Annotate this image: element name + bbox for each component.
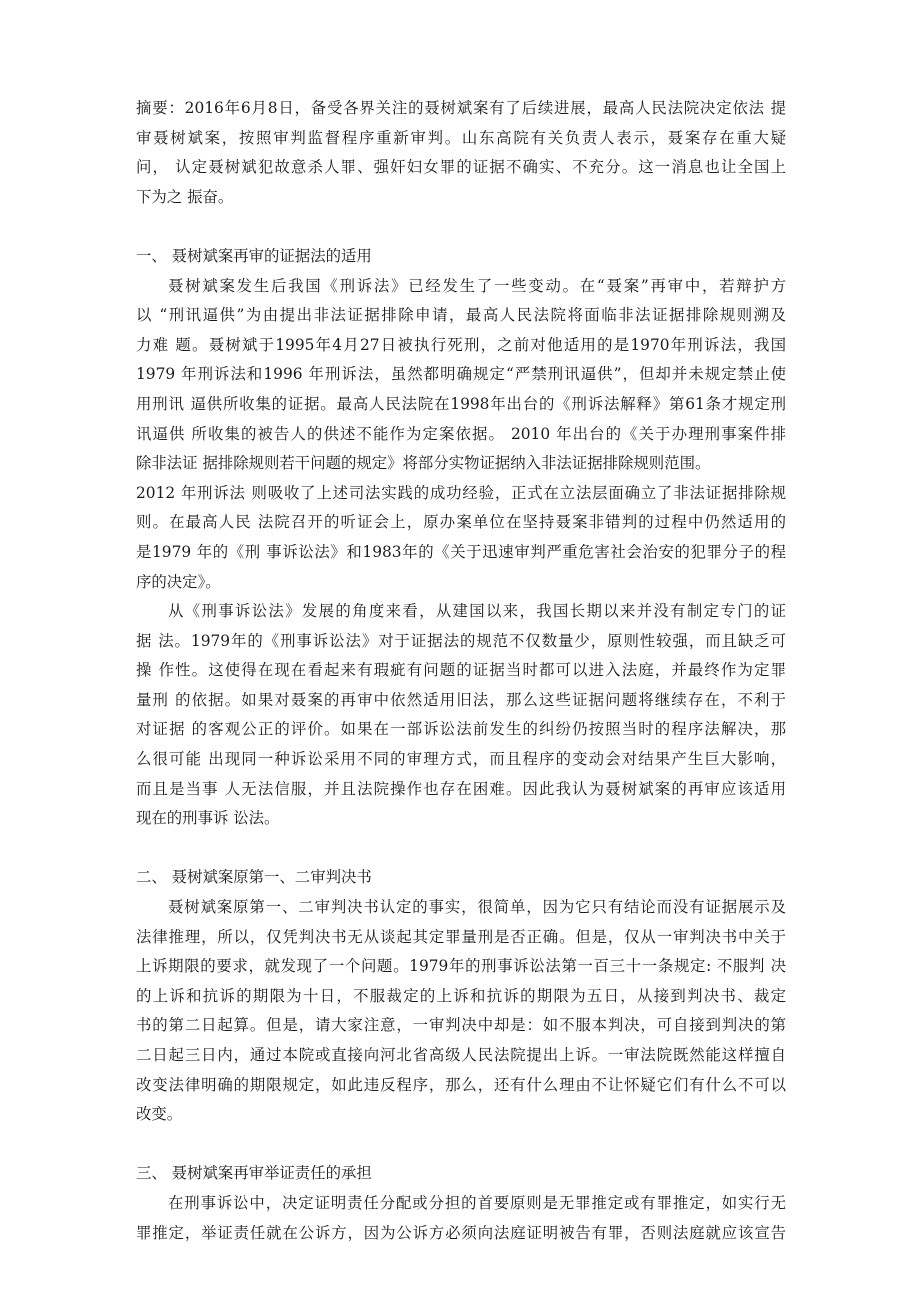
text-line: 问， 认定聂树斌犯故意杀人罪、强奸妇女罪的证据不确实、不充分。这一消息也让全国上 — [136, 158, 786, 177]
text-line: 讯逼供 所收集的被告人的供述不能作为定案依据。 2010 年出台的《关于办理刑事案件排 — [136, 424, 786, 443]
text-line: 么很可能 出现同一种诉讼采用不同的审理方式，而且程序的变动会对结果产生巨大影响， — [136, 750, 786, 769]
text-line: 的上诉和抗诉的期限为十日，不服裁定的上诉和抗诉的期限为五日，从接到判决书、裁定 — [136, 986, 786, 1005]
text-line: 罪推定，举证责任就在公诉方，因为公诉方必须向法庭证明被告有罪，否则法庭就应该宣告 — [136, 1223, 786, 1242]
section-heading-3: 三、 聂树斌案再审举证责任的承担 — [136, 1164, 372, 1183]
abstract-paragraph — [136, 94, 786, 212]
text-line: 改变法律明确的期限规定，如此违反程序，那么，还有什么理由不让怀疑它们有什么不可以 — [136, 1075, 786, 1094]
text-line: 聂树斌案发生后我国《刑诉法》已经发生了一些变动。在“聂案”再审中，若辩护方 — [168, 276, 786, 295]
text-line: 操 作性。这使得在现在看起来有瑕疵有问题的证据当时都可以进入法庭，并最终作为定罪 — [136, 661, 786, 680]
section-heading-1: 一、 聂树斌案再审的证据法的适用 — [136, 246, 372, 265]
text-line: 力难 题。聂树斌于1995年4月27日被执行死刑，之前对他适用的是1970年刑诉法，我国 — [136, 335, 786, 354]
section3-paragraph-1 — [136, 1189, 786, 1248]
text-line: 除非法证 据排除规则若干问题的规定》将部分实物证据纳入非法证据排除规则范围。 — [136, 454, 711, 473]
text-line: 在刑事诉讼中，决定证明责任分配或分担的首要原则是无罪推定或有罪推定，如实行无 — [168, 1193, 786, 1212]
section1-paragraph-1 — [136, 272, 786, 598]
text-line: 2012 年刑诉法 则吸收了上述司法实践的成功经验，正式在立法层面确立了非法证据排除规 — [136, 483, 786, 502]
text-line: 上诉期限的要求，就发现了一个问题。1979年的刑事诉讼法第一百三十一条规定: 不服判 决 — [136, 957, 786, 976]
text-line: 书的第二日起算。但是，请大家注意，一审判决中却是：如不服本判决，可自接到判决的第 — [136, 1016, 786, 1035]
text-line: 而且是当事 人无法信服，并且法院操作也存在困难。因此我认为聂树斌案的再审应该适用 — [136, 779, 786, 798]
text-line: 审聂树斌案，按照审判监督程序重新审判。山东高院有关负责人表示，聂案存在重大疑 — [136, 128, 786, 147]
text-line: 序的决定》。 — [136, 572, 221, 591]
text-line: 对证据 的客观公正的评价。如果在一部诉讼法前发生的纠纷仍按照当时的程序法解决，那 — [136, 720, 786, 739]
paragraph-gap — [136, 834, 786, 864]
text-line: 则。在最高人民 法院召开的听证会上，原办案单位在坚持聂案非错判的过程中仍然适用的 — [136, 513, 786, 532]
text-line: 摘要：2016年6月8日，备受各界关注的聂树斌案有了后续进展，最高人民法院决定依法 提 — [136, 99, 786, 117]
text-line: 以 “刑讯逼供”为由提出非法证据排除申请，最高人民法院将面临非法证据排除规则溯及 — [136, 306, 786, 325]
text-line: 现在的刑事诉 讼法。 — [136, 809, 280, 828]
document-body — [136, 94, 786, 1248]
section2-paragraph-1 — [136, 893, 786, 1130]
text-line: 1979 年刑诉法和1996 年刑诉法，虽然都明确规定“严禁刑讯逼供”，但却并未规定禁止使 — [136, 365, 786, 384]
text-line: 改变。 — [136, 1105, 183, 1124]
paragraph-gap — [136, 212, 786, 242]
text-line: 下为之 振奋。 — [136, 187, 234, 206]
text-line: 法律推理，所以，仅凭判决书无从谈起其定罪量刑是否正确。但是，仅从一审判决书中关于 — [136, 927, 786, 946]
text-line: 二日起三日内，通过本院或直接向河北省高级人民法院提出上诉。一审法院既然能这样擅自 — [136, 1046, 786, 1064]
text-line: 从《刑事诉讼法》发展的角度来看，从建国以来，我国长期以来并没有制定专门的证 — [168, 602, 786, 621]
section1-paragraph-2 — [136, 597, 786, 834]
text-line: 是1979 年的《刑 事诉讼法》和1983年的《关于迅速审判严重危害社会治安的犯罪分子的程 — [136, 542, 786, 561]
text-line: 量刑 的依据。如果对聂案的再审中依然适用旧法，那么这些证据问题将继续存在，不利于 — [136, 690, 786, 709]
text-line: 据 法。1979年的《刑事诉讼法》对于证据法的规范不仅数量少，原则性较强，而且缺乏可 — [136, 631, 786, 650]
paragraph-gap — [136, 1130, 786, 1160]
text-line: 用刑讯 逼供所收集的证据。最高人民法院在1998年出台的《刑诉法解释》第61条才规定刑 — [136, 394, 786, 413]
text-line: 聂树斌案原第一、二审判决书认定的事实，很简单，因为它只有结论而没有证据展示及 — [168, 898, 786, 917]
section-heading-2: 二、 聂树斌案原第一、二审判决书 — [136, 868, 372, 887]
